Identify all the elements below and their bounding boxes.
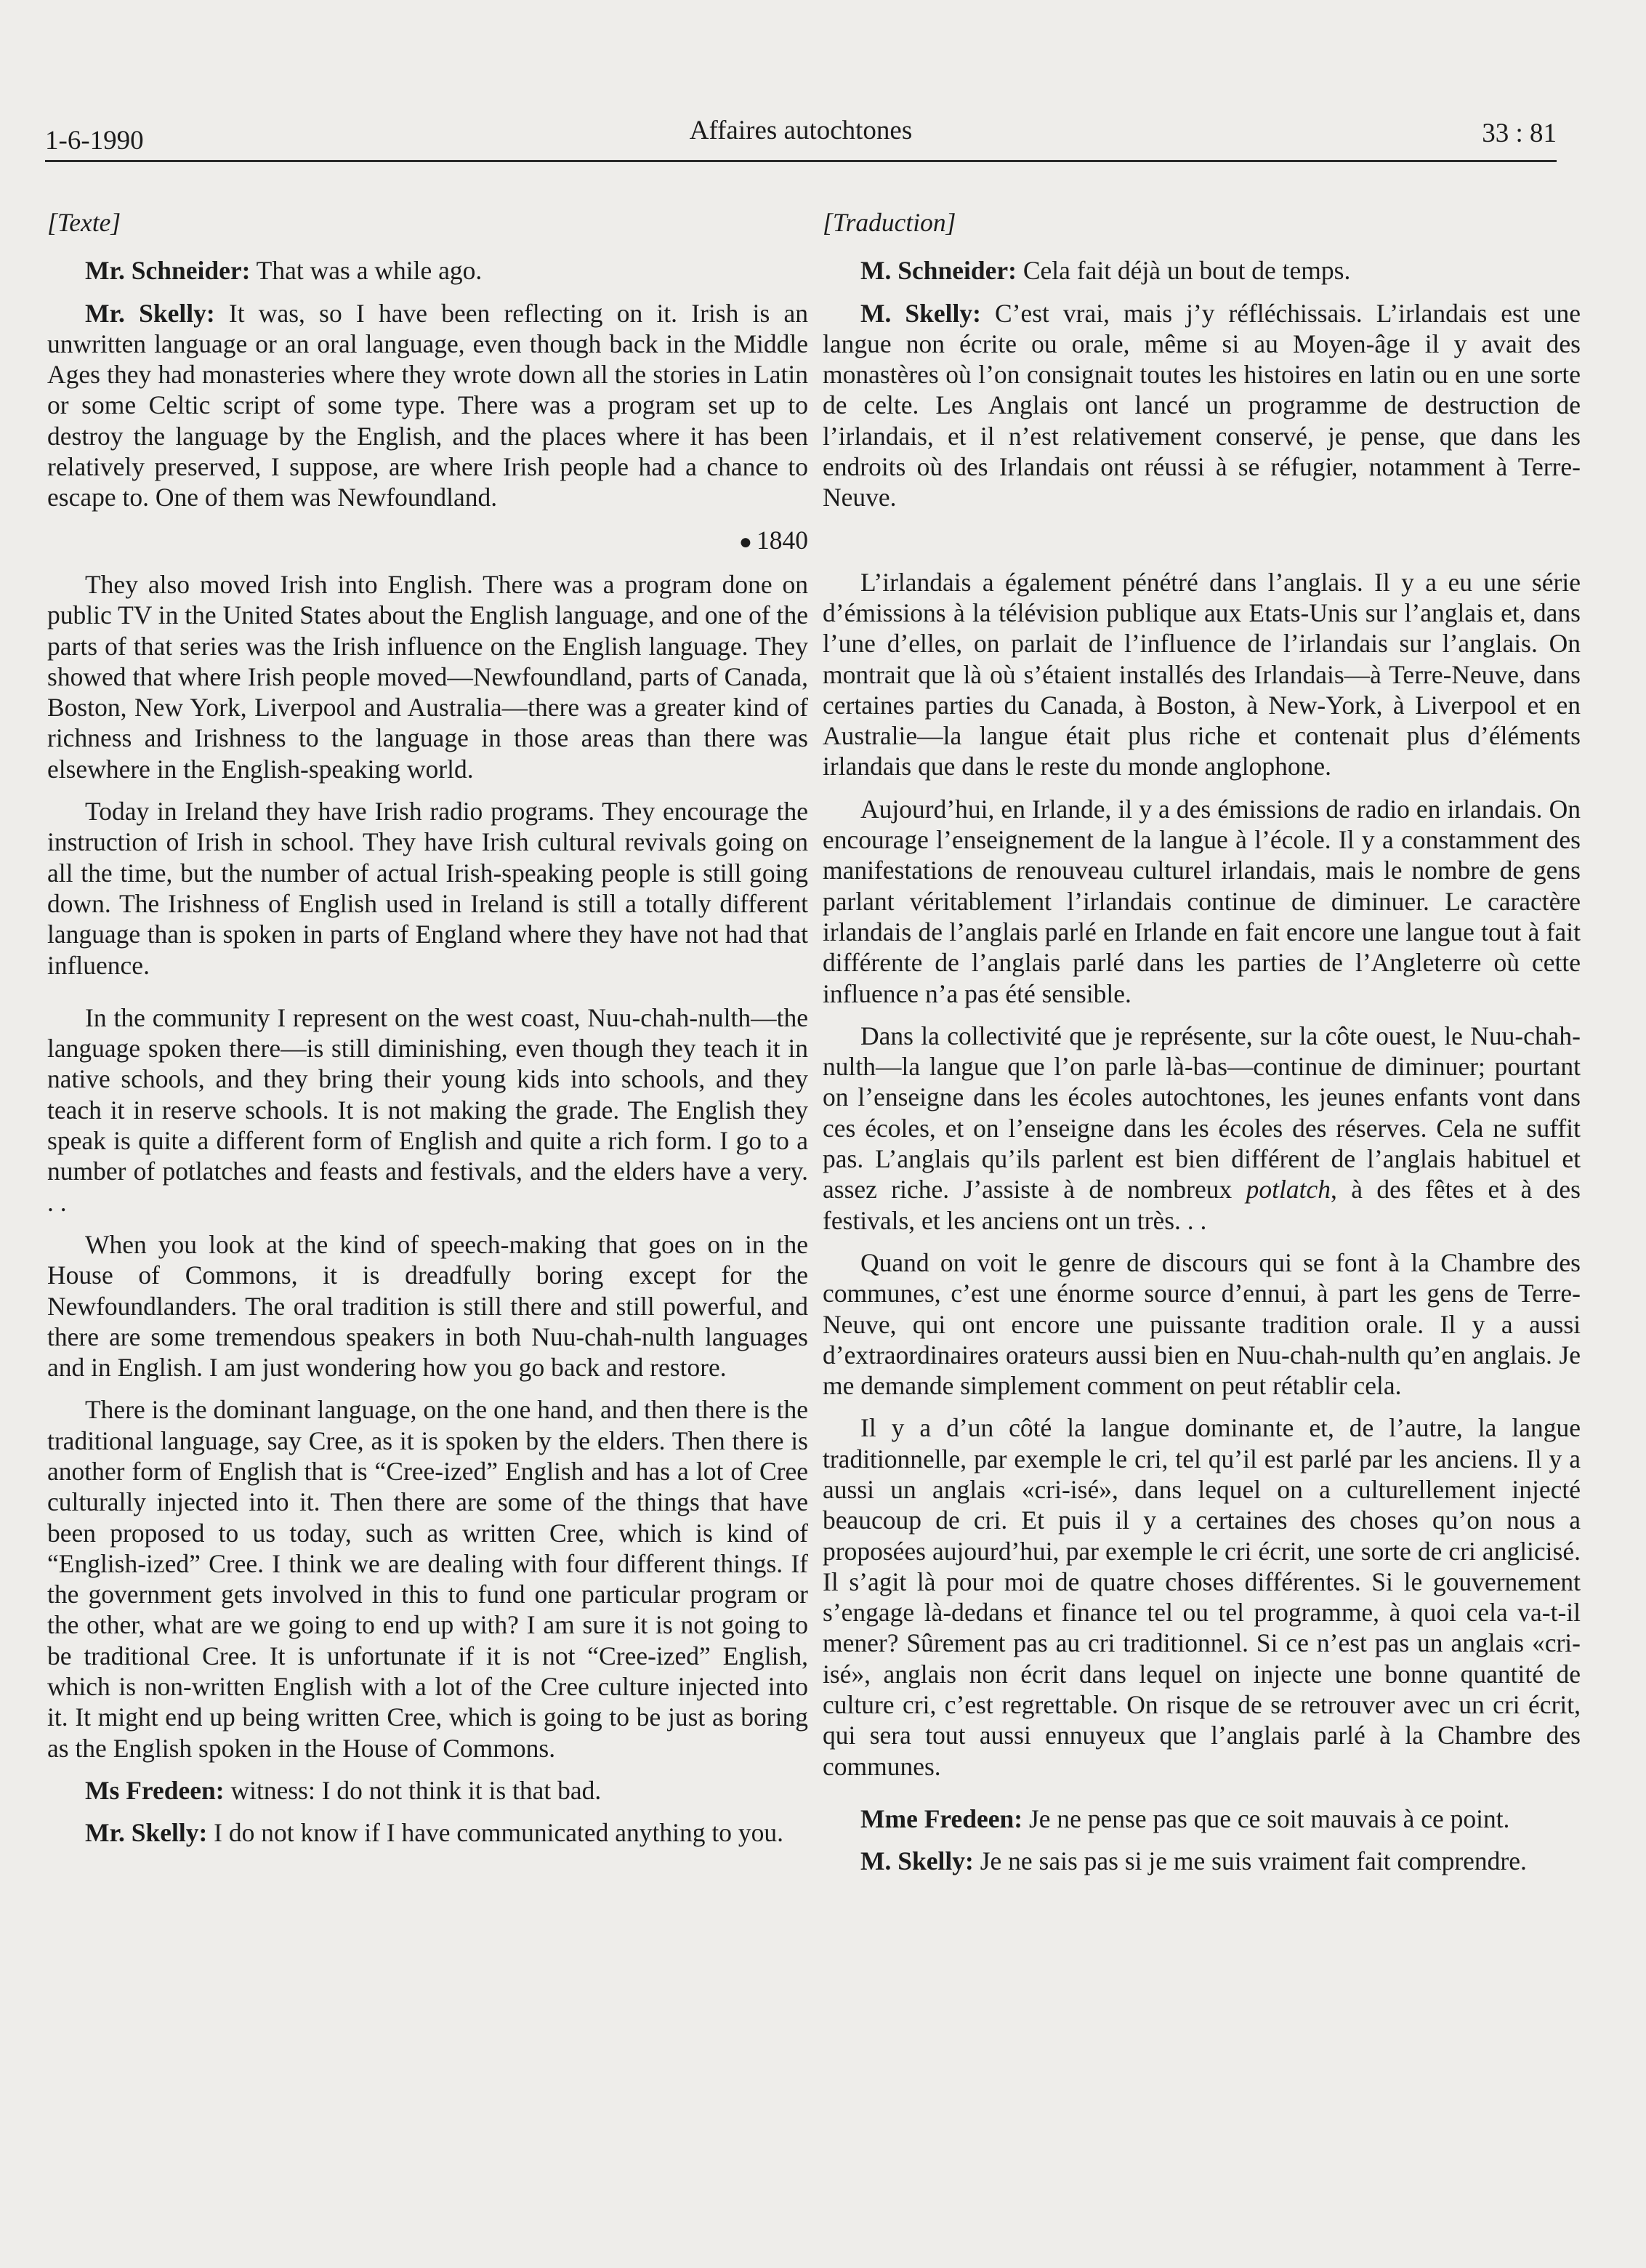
speaker-name: Mr. Skelly: <box>85 298 215 328</box>
paragraph: Il y a d’un côté la langue dominante et, de l’autre, la langue traditionnelle, par exemple le cri, tel qu’il est parlé par les anciens. Il y a aussi un anglais «cri-isé», dans lequel on a culturellement injecté beaucoup de cri. Et puis il y a certaines des choses qu’on nous a proposées aujourd’hui, par exemple le cri écrit, une sorte de cri anglicisé. Il s’agit là pour moi de quatre choses différentes. Si le gouvernement s’engage là-dedans et finance tel ou tel programme, à quoi cela va-t-il mener? Sûrement pas au cri traditionnel. Si ce n’est pas un anglais «cri-isé», anglais non écrit dans lequel on injecte une bonne quantité de culture cri, c’est regrettable. On risque de se retrouver avec un cri écrit, qui sera tout aussi ennuyeux que l’anglais parlé à la Chambre des communes. <box>823 1413 1581 1781</box>
speaker-name: Mme Fredeen: <box>860 1803 1023 1833</box>
speaker-name: M. Skelly: <box>860 1846 974 1876</box>
page-header <box>45 109 1557 162</box>
speech-text: Cela fait déjà un bout de temps. <box>1016 256 1351 286</box>
column-label-traduction: [Traduction] <box>823 208 956 237</box>
speaker-name: Mr. Schneider: <box>85 256 251 286</box>
speech-text: Je ne pense pas que ce soit mauvais à ce point. <box>1022 1803 1510 1833</box>
time-marker <box>47 525 808 558</box>
speech-text: , à des fêtes et à des festivals, et les anciens ont un très. . . <box>823 1175 1581 1235</box>
speech-text: Dans la collectivité que je représente, sur la côte ouest, le Nuu-chah-nulth—la langue que l’on parle là-bas—continue de diminuer; pourtant on l’enseigne dans les écoles autochtones, les jeunes enfants vont dans ces écoles, et on l’enseigne dans les écoles des réserves. Cela ne suffit pas. L’anglais qu’ils parlent est bien différent de l’anglais habituel et assez riche. J’assiste à de nombreux <box>823 1021 1581 1205</box>
speech-text: witness: I do not think it is that bad. <box>224 1775 602 1805</box>
bullet-icon: ● <box>738 529 752 554</box>
paragraph: Aujourd’hui, en Irlande, il y a des émissions de radio en irlandais. On encourage l’enseignement de la langue à l’école. Il y a constamment des manifestations de renouveau culturel irlandais, mais le nombre de gens parlant véritablement l’irlandais continue de diminuer. Le caractère irlandais de l’anglais parlé en Irlande en fait encore une langue tout à fait différente de l’anglais parlé dans les parties de l’Angleterre où cette influence n’a pas été sensible. <box>823 794 1581 1008</box>
header-page-number: 33 : 81 <box>1482 118 1557 148</box>
english-column <box>47 207 808 1860</box>
time-marker-text: 1840 <box>757 525 808 555</box>
paragraph: In the community I represent on the west coast, Nuu-chah-nulth—the language spoken there—is still diminishing, even though they teach it in native schools, and they bring their young kids into schools, and they teach it in reserve schools. It is not making the grade. The English they speak is quite a different form of English and quite a rich form. I go to a number of potlatches and feasts and festivals, and the elders have a very. . . <box>47 1002 808 1217</box>
header-title: Affaires autochtones <box>689 116 913 145</box>
paragraph <box>47 298 808 513</box>
paragraph: When you look at the kind of speech-making that goes on in the House of Commons, it is dreadfully boring except for the Newfoundlanders. The oral tradition is still there and still powerful, and there are some tremendous speakers in both Nuu-chah-nulth languages and in English. I am just wondering how you go back and restore. <box>47 1229 808 1383</box>
paragraph <box>823 1021 1581 1236</box>
speech-text: That was a while ago. <box>250 256 483 286</box>
paragraph <box>47 255 808 286</box>
italic-term: potlatch <box>1246 1175 1331 1205</box>
speaker-name: Mr. Skelly: <box>85 1818 208 1848</box>
paragraph <box>47 1817 808 1848</box>
paragraph <box>823 1846 1581 1876</box>
speaker-name: M. Skelly: <box>860 298 981 328</box>
paragraph: Quand on voit le genre de discours qui se font à la Chambre des communes, c’est une énorme source d’ennui, à part les gens de Terre-Neuve, qui ont encore une puissante tradition orale. Il y a aussi d’extraordinaires orateurs aussi bien en Nuu-chah-nulth qu’en anglais. Je me demande simplement comment on peut rétablir cela. <box>823 1247 1581 1401</box>
french-column <box>823 207 1581 1889</box>
speaker-name: Ms Fredeen: <box>85 1775 225 1805</box>
paragraph: L’irlandais a également pénétré dans l’anglais. Il y a eu une série d’émissions à la télévision publique aux Etats-Unis sur l’anglais et, dans l’une d’elles, on parlait de l’influence de l’irlandais sur l’anglais. On montrait que là où s’étaient installés des Irlandais—à Terre-Neuve, dans certaines parties du Canada, à Boston, à New-York, à Liverpool et en Australie—la langue était plus riche et contenait plus d’éléments irlandais que dans le reste du monde anglophone. <box>823 567 1581 781</box>
speech-text: C’est vrai, mais j’y réfléchissais. L’irlandais est une langue non écrite ou orale, même si au Moyen-âge il y avait des monastères où l’on consignait toutes les histoires en latin ou en une sorte de celte. Les Anglais ont lancé un programme de destruction de l’irlandais, et il n’est relativement conservé, je pense, que dans les endroits où des Irlandais ont réussi à se réfugier, notamment à Terre-Neuve. <box>823 298 1581 512</box>
paragraph: Today in Ireland they have Irish radio programs. They encourage the instruction of Irish in school. They have Irish cultural revivals going on all the time, but the number of actual Irish-speaking people is still going down. The Irishness of English used in Ireland is still a totally different language than is spoken in parts of England where they have not had that influence. <box>47 797 808 980</box>
speaker-name: M. Schneider: <box>860 256 1017 286</box>
header-date: 1-6-1990 <box>45 126 144 156</box>
paragraph <box>823 298 1581 513</box>
speech-text: Je ne sais pas si je me suis vraiment fait comprendre. <box>973 1846 1527 1876</box>
paragraph: They also moved Irish into English. There was a program done on public TV in the United States about the English language, and one of the parts of that series was the Irish influence on the English language. They showed that where Irish people moved—Newfoundland, parts of Canada, Boston, New York, Liverpool and Australia—there was a greater kind of richness and Irishness to the language in those areas than there was elsewhere in the English-speaking world. <box>47 569 808 784</box>
paragraph <box>823 255 1581 286</box>
speech-text: I do not know if I have communicated anything to you. <box>207 1818 783 1848</box>
column-label-texte: [Texte] <box>47 208 121 237</box>
paragraph: There is the dominant language, on the one hand, and then there is the traditional language, say Cree, as it is spoken by the elders. Then there is another form of English that is “Cree-ized” English and has a lot of Cree culturally injected into it. Then there are some of the things that have been proposed to us today, such as written Cree, which is kind of “English-ized” Cree. I think we are dealing with four different things. If the government gets involved in this to fund one particular program or the other, what are we going to end up with? I am sure it is not going to be traditional Cree. It is unfortunate if it is not “Cree-ized” English, which is non-written English with a lot of the Cree culture injected into it. It might end up being written Cree, which is going to be just as boring as the English spoken in the House of Commons. <box>47 1395 808 1763</box>
paragraph <box>47 1775 808 1806</box>
paragraph <box>823 1803 1581 1834</box>
speech-text: It was, so I have been reflecting on it. Irish is an unwritten language or an oral language, even though back in the Middle Ages they had monasteries where they wrote down all the stories in Latin or some Celtic script of some type. There was a program set up to destroy the language by the English, and the places where it has been relatively preserved, I suppose, are where Irish people had a chance to escape to. One of them was Newfoundland. <box>47 298 808 512</box>
